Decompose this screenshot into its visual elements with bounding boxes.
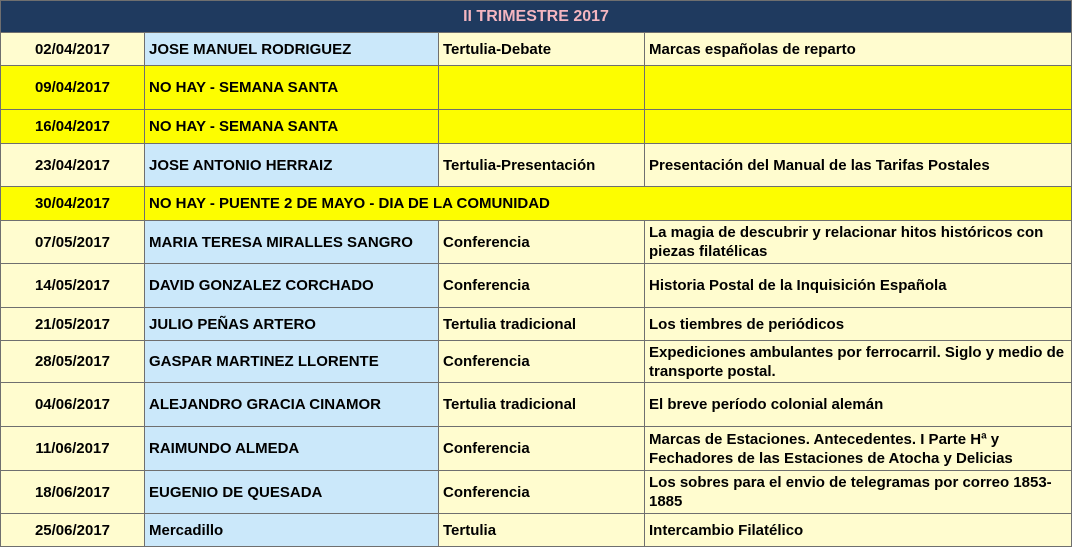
speaker-cell: RAIMUNDO ALMEDA <box>145 427 439 471</box>
topic-cell: Los sobres para el envio de telegramas por correo 1853-1885 <box>645 471 1072 514</box>
title-row <box>1 1 1072 33</box>
speaker-cell: NO HAY - SEMANA SANTA <box>145 66 439 110</box>
speaker-cell: JOSE ANTONIO HERRAIZ <box>145 144 439 187</box>
table-row <box>1 514 1072 547</box>
table-row <box>1 264 1072 308</box>
type-cell <box>439 66 645 110</box>
holiday-note-cell: NO HAY - PUENTE 2 DE MAYO - DIA DE LA COMUNIDAD <box>145 187 1072 221</box>
type-cell: Tertulia-Debate <box>439 33 645 66</box>
table-row <box>1 66 1072 110</box>
table-row <box>1 471 1072 514</box>
table-row <box>1 341 1072 383</box>
type-cell: Tertulia tradicional <box>439 308 645 341</box>
topic-cell: Historia Postal de la Inquisición Española <box>645 264 1072 308</box>
date-cell: 16/04/2017 <box>1 110 145 144</box>
table-row <box>1 144 1072 187</box>
topic-cell: Marcas españolas de reparto <box>645 33 1072 66</box>
speaker-cell: JOSE MANUEL RODRIGUEZ <box>145 33 439 66</box>
type-cell: Conferencia <box>439 221 645 264</box>
topic-cell <box>645 66 1072 110</box>
date-cell: 09/04/2017 <box>1 66 145 110</box>
type-cell: Conferencia <box>439 427 645 471</box>
type-cell: Conferencia <box>439 264 645 308</box>
topic-cell: Marcas de Estaciones. Antecedentes. I Parte Hª y Fechadores de las Estaciones de Atocha y Delicias <box>645 427 1072 471</box>
table-row <box>1 427 1072 471</box>
table-row <box>1 308 1072 341</box>
date-cell: 23/04/2017 <box>1 144 145 187</box>
table-row <box>1 33 1072 66</box>
speaker-cell: JULIO PEÑAS ARTERO <box>145 308 439 341</box>
speaker-cell: NO HAY - SEMANA SANTA <box>145 110 439 144</box>
topic-cell <box>645 110 1072 144</box>
type-cell: Conferencia <box>439 341 645 383</box>
type-cell: Tertulia <box>439 514 645 547</box>
speaker-cell: EUGENIO DE QUESADA <box>145 471 439 514</box>
topic-cell: Expediciones ambulantes por ferrocarril. Siglo y medio de transporte postal. <box>645 341 1072 383</box>
speaker-cell: ALEJANDRO GRACIA CINAMOR <box>145 383 439 427</box>
date-cell: 28/05/2017 <box>1 341 145 383</box>
date-cell: 07/05/2017 <box>1 221 145 264</box>
table-row <box>1 110 1072 144</box>
type-cell: Conferencia <box>439 471 645 514</box>
date-cell: 04/06/2017 <box>1 383 145 427</box>
date-cell: 14/05/2017 <box>1 264 145 308</box>
type-cell: Tertulia tradicional <box>439 383 645 427</box>
table-row <box>1 383 1072 427</box>
date-cell: 18/06/2017 <box>1 471 145 514</box>
table-row <box>1 187 1072 221</box>
topic-cell: El breve período colonial alemán <box>645 383 1072 427</box>
date-cell: 25/06/2017 <box>1 514 145 547</box>
topic-cell: Intercambio Filatélico <box>645 514 1072 547</box>
date-cell: 11/06/2017 <box>1 427 145 471</box>
date-cell: 21/05/2017 <box>1 308 145 341</box>
speaker-cell: Mercadillo <box>145 514 439 547</box>
type-cell: Tertulia-Presentación <box>439 144 645 187</box>
topic-cell: Los tiembres de periódicos <box>645 308 1072 341</box>
speaker-cell: GASPAR MARTINEZ LLORENTE <box>145 341 439 383</box>
type-cell <box>439 110 645 144</box>
date-cell: 30/04/2017 <box>1 187 145 221</box>
speaker-cell: DAVID GONZALEZ CORCHADO <box>145 264 439 308</box>
table-row <box>1 221 1072 264</box>
speaker-cell: MARIA TERESA MIRALLES SANGRO <box>145 221 439 264</box>
topic-cell: Presentación del Manual de las Tarifas Postales <box>645 144 1072 187</box>
date-cell: 02/04/2017 <box>1 33 145 66</box>
topic-cell: La magia de descubrir y relacionar hitos históricos con piezas filatélicas <box>645 221 1072 264</box>
table-title: II TRIMESTRE 2017 <box>1 1 1072 33</box>
